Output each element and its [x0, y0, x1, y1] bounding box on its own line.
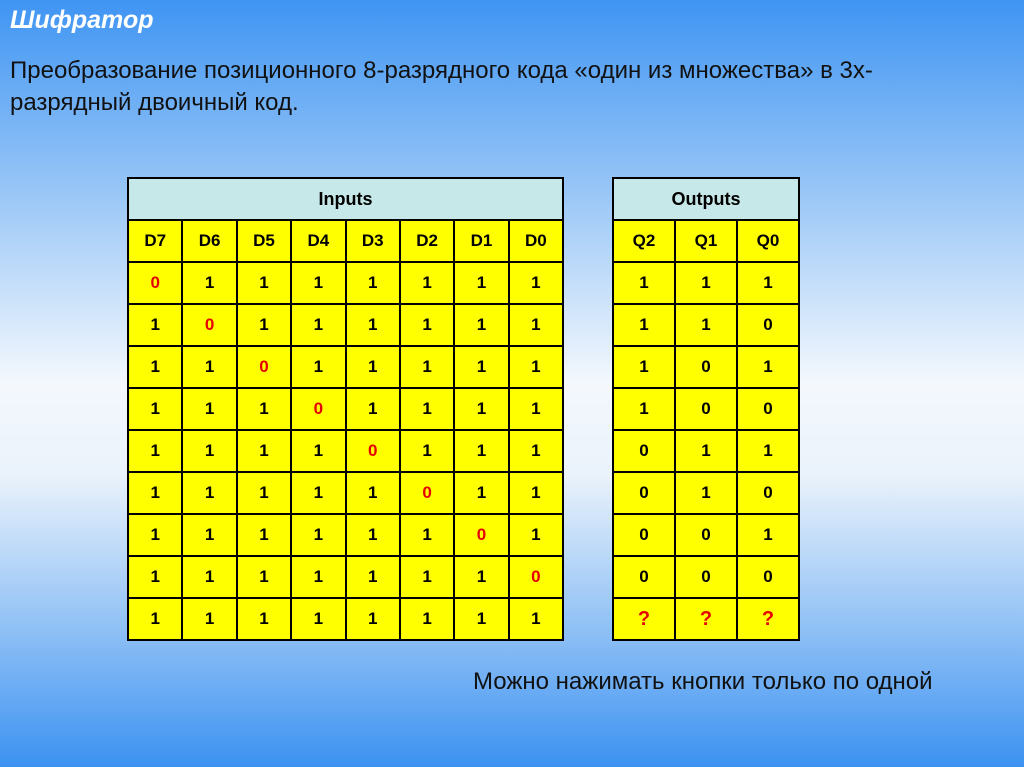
- input-cell: 0: [128, 262, 182, 304]
- input-cell: 0: [454, 514, 508, 556]
- input-cell: 1: [454, 472, 508, 514]
- output-cell: 1: [613, 262, 675, 304]
- output-cell: 1: [675, 430, 737, 472]
- output-cell: 0: [675, 514, 737, 556]
- input-cell: 1: [400, 514, 454, 556]
- input-cell: 1: [454, 598, 508, 640]
- column-header-q0: Q0: [737, 220, 799, 262]
- table-row: [128, 262, 563, 304]
- output-cell: ?: [613, 598, 675, 640]
- column-header-d0: D0: [509, 220, 563, 262]
- table-row: [128, 514, 563, 556]
- usage-note: Можно нажимать кнопки только по одной: [473, 668, 933, 695]
- input-cell: 1: [400, 304, 454, 346]
- input-cell: 1: [291, 346, 345, 388]
- column-header-d3: D3: [346, 220, 400, 262]
- output-cell: 0: [675, 556, 737, 598]
- output-cell: 1: [675, 472, 737, 514]
- input-cell: 1: [237, 262, 291, 304]
- input-cell: 1: [182, 472, 236, 514]
- input-cell: 1: [509, 430, 563, 472]
- input-cell: 1: [400, 556, 454, 598]
- output-cell: 0: [613, 514, 675, 556]
- input-cell: 0: [237, 346, 291, 388]
- input-cell: 1: [128, 304, 182, 346]
- input-cell: 1: [509, 388, 563, 430]
- output-cell: ?: [675, 598, 737, 640]
- input-cell: 1: [237, 304, 291, 346]
- inputs-header: Inputs: [128, 178, 563, 220]
- input-cell: 1: [128, 514, 182, 556]
- output-cell: 1: [613, 304, 675, 346]
- table-row: [128, 472, 563, 514]
- input-cell: 1: [346, 388, 400, 430]
- table-row: [128, 556, 563, 598]
- table-row: [613, 598, 799, 640]
- input-cell: 1: [346, 556, 400, 598]
- output-cell: 0: [737, 388, 799, 430]
- input-cell: 1: [291, 262, 345, 304]
- output-cell: 1: [675, 304, 737, 346]
- input-cell: 1: [128, 346, 182, 388]
- input-cell: 1: [182, 388, 236, 430]
- output-cell: 1: [737, 514, 799, 556]
- input-cell: 1: [291, 430, 345, 472]
- input-cell: 1: [182, 262, 236, 304]
- input-cell: 1: [237, 514, 291, 556]
- input-cell: 1: [400, 598, 454, 640]
- input-cell: 1: [400, 388, 454, 430]
- column-header-d4: D4: [291, 220, 345, 262]
- input-cell: 0: [291, 388, 345, 430]
- input-cell: 1: [400, 346, 454, 388]
- input-cell: 1: [400, 262, 454, 304]
- slide-title: Шифратор: [10, 6, 154, 34]
- output-cell: 0: [737, 304, 799, 346]
- column-header-d6: D6: [182, 220, 236, 262]
- input-cell: 1: [346, 598, 400, 640]
- output-cell: 0: [613, 556, 675, 598]
- output-cell: 1: [737, 262, 799, 304]
- input-cell: 1: [454, 304, 508, 346]
- input-cell: 1: [346, 514, 400, 556]
- table-row: [128, 388, 563, 430]
- input-cell: 1: [291, 514, 345, 556]
- table-row: [613, 472, 799, 514]
- output-cell: 0: [675, 346, 737, 388]
- output-cell: 1: [737, 346, 799, 388]
- output-cell: 0: [613, 430, 675, 472]
- input-cell: 1: [291, 556, 345, 598]
- column-header-d5: D5: [237, 220, 291, 262]
- table-row: [613, 430, 799, 472]
- input-cell: 1: [182, 346, 236, 388]
- inputs-body: [128, 262, 563, 640]
- input-cell: 1: [509, 472, 563, 514]
- output-cell: 0: [613, 472, 675, 514]
- input-cell: 1: [182, 514, 236, 556]
- input-cell: 1: [454, 388, 508, 430]
- table-row: [128, 346, 563, 388]
- input-cell: 1: [346, 304, 400, 346]
- input-cell: 0: [509, 556, 563, 598]
- input-cell: 0: [346, 430, 400, 472]
- input-cell: 1: [182, 556, 236, 598]
- input-cell: 1: [237, 430, 291, 472]
- column-header-q2: Q2: [613, 220, 675, 262]
- input-cell: 1: [128, 388, 182, 430]
- input-cell: 1: [182, 430, 236, 472]
- table-row: [128, 304, 563, 346]
- output-cell: 1: [613, 346, 675, 388]
- input-cell: 1: [509, 346, 563, 388]
- table-row: [128, 598, 563, 640]
- input-cell: 1: [291, 472, 345, 514]
- input-cell: 1: [454, 430, 508, 472]
- table-row: [613, 346, 799, 388]
- input-cell: 1: [128, 472, 182, 514]
- input-cell: 1: [128, 556, 182, 598]
- table-row: [613, 262, 799, 304]
- input-cell: 1: [509, 262, 563, 304]
- input-cell: 1: [400, 430, 454, 472]
- input-cell: 0: [400, 472, 454, 514]
- table-row: [613, 388, 799, 430]
- input-cell: 1: [237, 388, 291, 430]
- input-cell: 1: [291, 598, 345, 640]
- output-cell: 0: [737, 556, 799, 598]
- input-cell: 1: [346, 472, 400, 514]
- column-header-d1: D1: [454, 220, 508, 262]
- table-row: [613, 304, 799, 346]
- column-header-d7: D7: [128, 220, 182, 262]
- input-cell: 1: [291, 304, 345, 346]
- input-cell: 1: [182, 598, 236, 640]
- input-cell: 1: [509, 514, 563, 556]
- table-row: [128, 430, 563, 472]
- input-cell: 1: [128, 598, 182, 640]
- output-cell: 1: [737, 430, 799, 472]
- input-cell: 1: [237, 598, 291, 640]
- inputs-column-headers: [128, 220, 563, 262]
- column-header-d2: D2: [400, 220, 454, 262]
- slide-subtitle: Преобразование позиционного 8-разрядного кода «один из множества» в 3х-разрядный двоичный код.: [10, 57, 873, 116]
- input-cell: 1: [128, 430, 182, 472]
- outputs-column-headers: [613, 220, 799, 262]
- outputs-body: [613, 262, 799, 640]
- outputs-table: [612, 177, 800, 641]
- input-cell: 1: [509, 598, 563, 640]
- output-cell: 0: [737, 472, 799, 514]
- input-cell: 1: [509, 304, 563, 346]
- table-row: [613, 514, 799, 556]
- table-row: [613, 556, 799, 598]
- column-header-q1: Q1: [675, 220, 737, 262]
- output-cell: 0: [675, 388, 737, 430]
- input-cell: 1: [454, 346, 508, 388]
- input-cell: 1: [237, 472, 291, 514]
- input-cell: 1: [454, 262, 508, 304]
- outputs-header: Outputs: [613, 178, 799, 220]
- output-cell: 1: [675, 262, 737, 304]
- input-cell: 0: [182, 304, 236, 346]
- input-cell: 1: [346, 346, 400, 388]
- output-cell: 1: [613, 388, 675, 430]
- input-cell: 1: [454, 556, 508, 598]
- inputs-table: [127, 177, 564, 641]
- input-cell: 1: [346, 262, 400, 304]
- input-cell: 1: [237, 556, 291, 598]
- output-cell: ?: [737, 598, 799, 640]
